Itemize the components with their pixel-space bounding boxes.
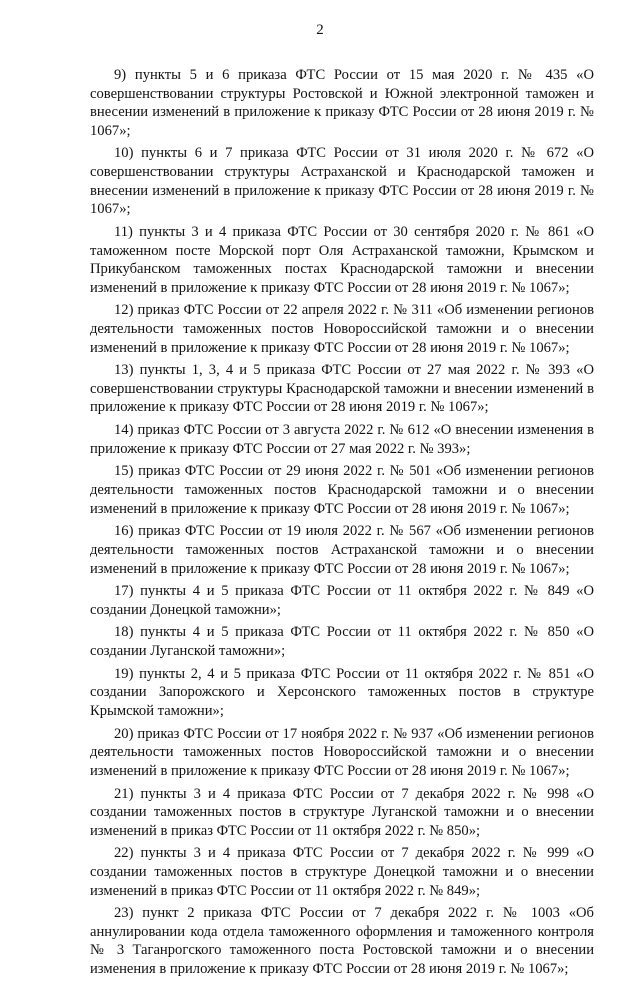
list-item: 22) пункты 3 и 4 приказа ФТС России от 7 декабря 2022 г. № 999 «О создании таможенных постов в структуре Донецкой таможни и о внесении изменений в приказ ФТС России от 11 октября 2022 г. № 849»; [90,845,594,899]
list-item: 21) пункты 3 и 4 приказа ФТС России от 7 декабря 2022 г. № 998 «О создании таможенных постов в структуре Луганской таможни и о внесении изменений в приказ ФТС России от 11 октября 2022 г. № 850»; [90,785,594,839]
list-item: 20) приказ ФТС России от 17 ноября 2022 г. № 937 «Об изменении регионов деятельности таможенных постов Новороссийской таможни и о внесении изменений в приложение к приказу ФТС России от 28 июня 2019 г. № 1067»; [90,725,594,779]
document-body [90,66,594,983]
page-number: 2 [316,22,324,38]
list-item: 19) пункты 2, 4 и 5 приказа ФТС России от 11 октября 2022 г. № 851 «О создании Запорожского и Херсонского таможенных постов в структуре Крымской таможни»; [90,665,594,719]
list-item: 9) пункты 5 и 6 приказа ФТС России от 15 мая 2020 г. № 435 «О совершенствовании структуры Ростовской и Южной электронной таможен и внесении изменений в приложение к приказу ФТС России от 28 июня 2019 г. № 1067»; [90,67,594,139]
list-item: 14) приказ ФТС России от 3 августа 2022 г. № 612 «О внесении изменения в приложение к приказу ФТС России от 27 мая 2022 г. № 393»; [90,422,594,457]
list-item: 16) приказ ФТС России от 19 июля 2022 г. № 567 «Об изменении регионов деятельности таможенных постов Астраханской таможни и о внесении изменений в приложение к приказу ФТС России от 28 июня 2019 г. № 1067»; [90,523,594,577]
list-item: 23) пункт 2 приказа ФТС России от 7 декабря 2022 г. № 1003 «Об аннулировании кода отдела таможенного оформления и таможенного контроля № 3 Таганрогского таможенного поста Ростовской таможни и о внесении изменения в приложение к приказу ФТС России от 28 июня 2019 г. № 1067»; [90,905,594,978]
list-item: 13) пункты 1, 3, 4 и 5 приказа ФТС России от 27 мая 2022 г. № 393 «О совершенствовании структуры Краснодарской таможни и внесении изменений в приложение к приказу ФТС России от 28 июня 2019 г. № 1067»; [90,362,594,416]
list-item: 10) пункты 6 и 7 приказа ФТС России от 31 июля 2020 г. № 672 «О совершенствовании структуры Астраханской и Краснодарской таможен и внесении изменений в приложение к приказу ФТС России от 28 июня 2019 г. № 1067»; [90,145,594,218]
list-item: 17) пункты 4 и 5 приказа ФТС России от 11 октября 2022 г. № 849 «О создании Донецкой таможни»; [90,583,594,618]
list-item: 12) приказ ФТС России от 22 апреля 2022 г. № 311 «Об изменении регионов деятельности таможенных постов Новороссийской таможни и о внесении изменений в приложение к приказу ФТС России от 28 июня 2019 г. № 1067»; [90,302,594,356]
list-item: 18) пункты 4 и 5 приказа ФТС России от 11 октября 2022 г. № 850 «О создании Луганской таможни»; [90,624,594,660]
list-item: 11) пункты 3 и 4 приказа ФТС России от 30 сентября 2020 г. № 861 «О таможенном посте Морской порт Оля Астраханской таможни, Крымском и Прикубанском таможенных постах Краснодарской таможни и внесении изменений в приложение к приказу ФТС России от 28 июня 2019 г. № 1067»; [90,223,594,296]
list-item: 15) приказ ФТС России от 29 июня 2022 г. № 501 «Об изменении регионов деятельности таможенных постов Краснодарской таможни и о внесении изменений в приложение к приказу ФТС России от 28 июня 2019 г. № 1067»; [90,463,594,517]
